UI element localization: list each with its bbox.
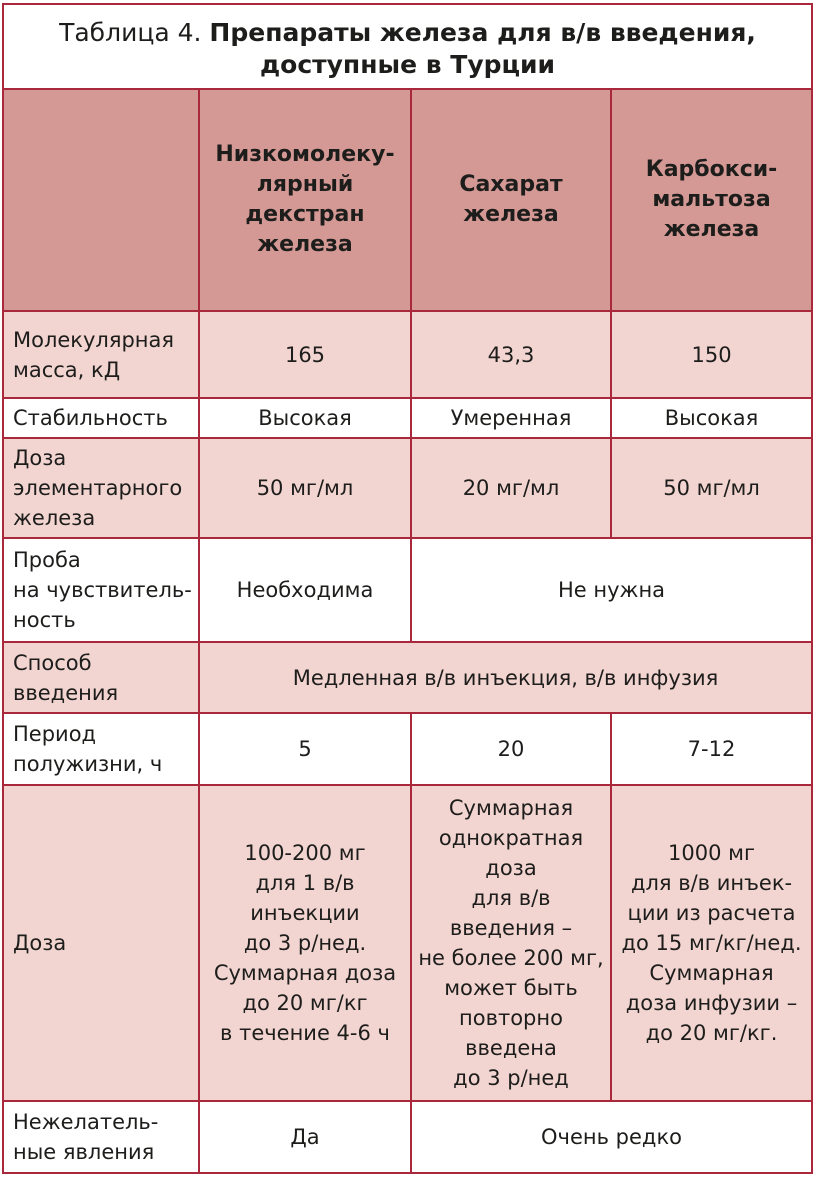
table-row-dose <box>3 785 812 1101</box>
table-row-stability <box>3 398 812 438</box>
header-cell-empty <box>3 89 199 311</box>
row-label: Проба на чувствитель- ность <box>3 538 199 642</box>
header-cell-low-molecular-dextran: Низкомолеку- лярный декстран железа <box>199 89 411 311</box>
row-label: Нежелатель- ные явления <box>3 1101 199 1173</box>
table-cell: 7-12 <box>611 713 812 785</box>
table-title-prefix: Таблица 4. <box>59 17 202 47</box>
row-label: Период полужизни, ч <box>3 713 199 785</box>
table-cell: Высокая <box>611 398 812 438</box>
table-cell: 20 мг/мл <box>411 438 611 538</box>
table-cell: Очень редко <box>411 1101 812 1173</box>
table-row-elemental-iron-dose <box>3 438 812 538</box>
row-label: Способ введения <box>3 642 199 713</box>
table-row-administration <box>3 642 812 713</box>
table-cell: Медленная в/в инъекция, в/в инфузия <box>199 642 812 713</box>
row-label: Молекулярная масса, кД <box>3 311 199 398</box>
table-cell: 165 <box>199 311 411 398</box>
row-label: Доза <box>3 785 199 1101</box>
table-cell: Высокая <box>199 398 411 438</box>
table-title-main: Препараты железа для в/в введения, доступные в Турции <box>209 17 756 79</box>
header-row <box>3 89 812 311</box>
row-label: Стабильность <box>3 398 199 438</box>
table-title <box>3 4 812 89</box>
table-cell: Умеренная <box>411 398 611 438</box>
table-cell: 100-200 мг для 1 в/в инъекции до 3 р/нед. Суммарная доза до 20 мг/кг в течение 4-6 ч <box>199 785 411 1101</box>
table-row-half-life <box>3 713 812 785</box>
table-cell: 150 <box>611 311 812 398</box>
table-row-sensitivity-test <box>3 538 812 642</box>
table-cell: 1000 мг для в/в инъек- ции из расчета до 15 мг/кг/нед. Суммарная доза инфузии – до 20 мг/кг. <box>611 785 812 1101</box>
table-cell: Да <box>199 1101 411 1173</box>
table-cell: Необходима <box>199 538 411 642</box>
title-row <box>3 4 812 89</box>
table-row-molecular-mass <box>3 311 812 398</box>
table-cell: 5 <box>199 713 411 785</box>
table-cell: Суммарная однократная доза для в/в введения – не более 200 мг, может быть повторно введена до 3 р/нед <box>411 785 611 1101</box>
table-cell: 20 <box>411 713 611 785</box>
iron-preparations-table <box>2 3 813 1174</box>
table-cell: 43,3 <box>411 311 611 398</box>
row-label: Доза элементарного железа <box>3 438 199 538</box>
table-row-adverse-events <box>3 1101 812 1173</box>
header-cell-iron-sucrose: Сахарат железа <box>411 89 611 311</box>
header-cell-carboxymaltose: Карбокси- мальтоза железа <box>611 89 812 311</box>
table-cell: Не нужна <box>411 538 812 642</box>
table-cell: 50 мг/мл <box>199 438 411 538</box>
table-cell: 50 мг/мл <box>611 438 812 538</box>
